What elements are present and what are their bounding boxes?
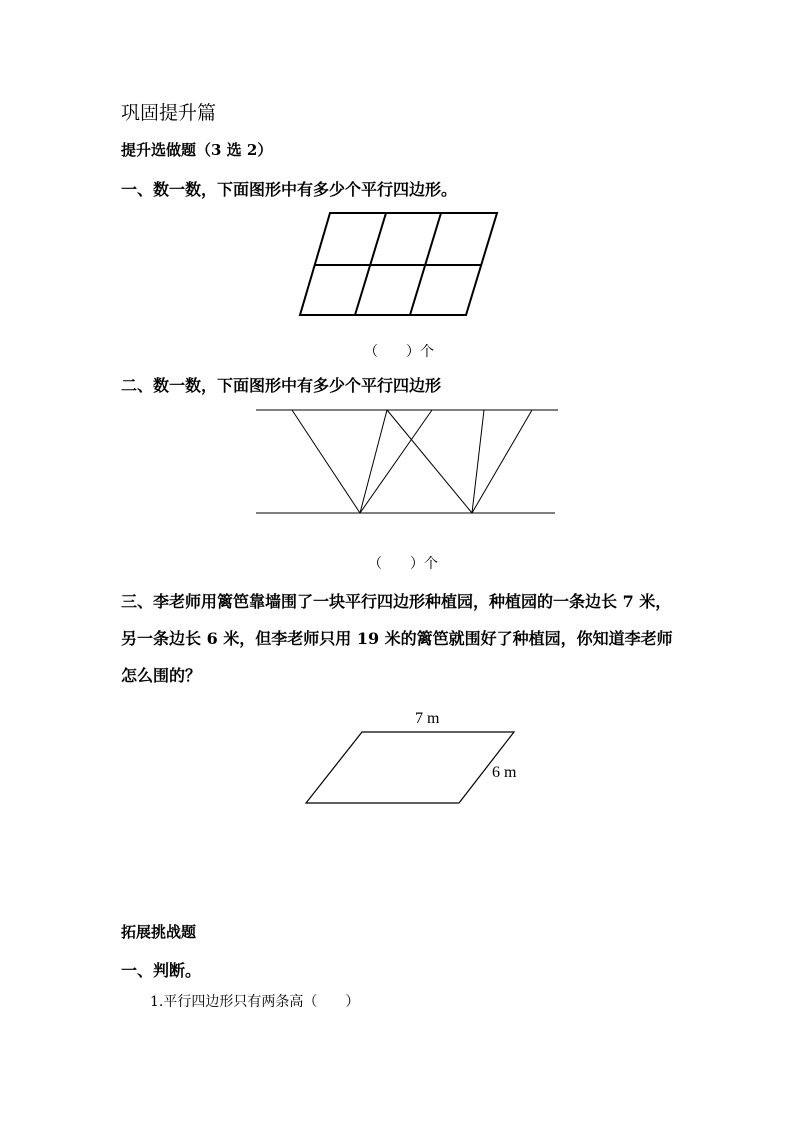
question-3: 三、李老师用篱笆靠墙围了一块平行四边形种植园，种植园的一条边长 7 米，另一条边长 6 米，但李老师只用 19 米的篱笆就围好了种植园，你知道李老师怎么围的？ — [121, 592, 673, 685]
figure-2-lines — [256, 410, 558, 513]
question-2-answer: （ ）个 — [368, 556, 438, 572]
section-2-title: 拓展挑战题 — [121, 923, 197, 941]
fig2-seg-5 — [472, 410, 484, 513]
section-2-question-1: 一、判断。 — [121, 961, 202, 980]
question-1: 一、数一数，下面图形中有多少个平行四边形。 — [121, 180, 458, 199]
fig2-seg-1 — [292, 410, 360, 513]
figure-3-parallelogram — [306, 732, 517, 803]
section-title: 巩固提升篇 — [121, 102, 217, 124]
fig2-seg-4 — [387, 410, 472, 513]
dimension-side-label: 6 m — [492, 764, 517, 781]
figure-1-grid — [300, 213, 497, 315]
question-1-answer: （ ）个 — [364, 344, 434, 360]
section-subtitle: 提升选做题（3 选 2） — [121, 141, 273, 159]
question-2: 二、数一数，下面图形中有多少个平行四边形 — [121, 376, 442, 395]
fig2-seg-2 — [360, 410, 387, 513]
fig3-outline — [306, 732, 517, 803]
fig2-seg-6 — [472, 410, 532, 513]
judgement-item-1: 1.平行四边形只有两条高（ ） — [150, 994, 360, 1010]
dimension-top-label: 7 m — [415, 710, 440, 727]
fig2-seg-3 — [360, 410, 432, 513]
